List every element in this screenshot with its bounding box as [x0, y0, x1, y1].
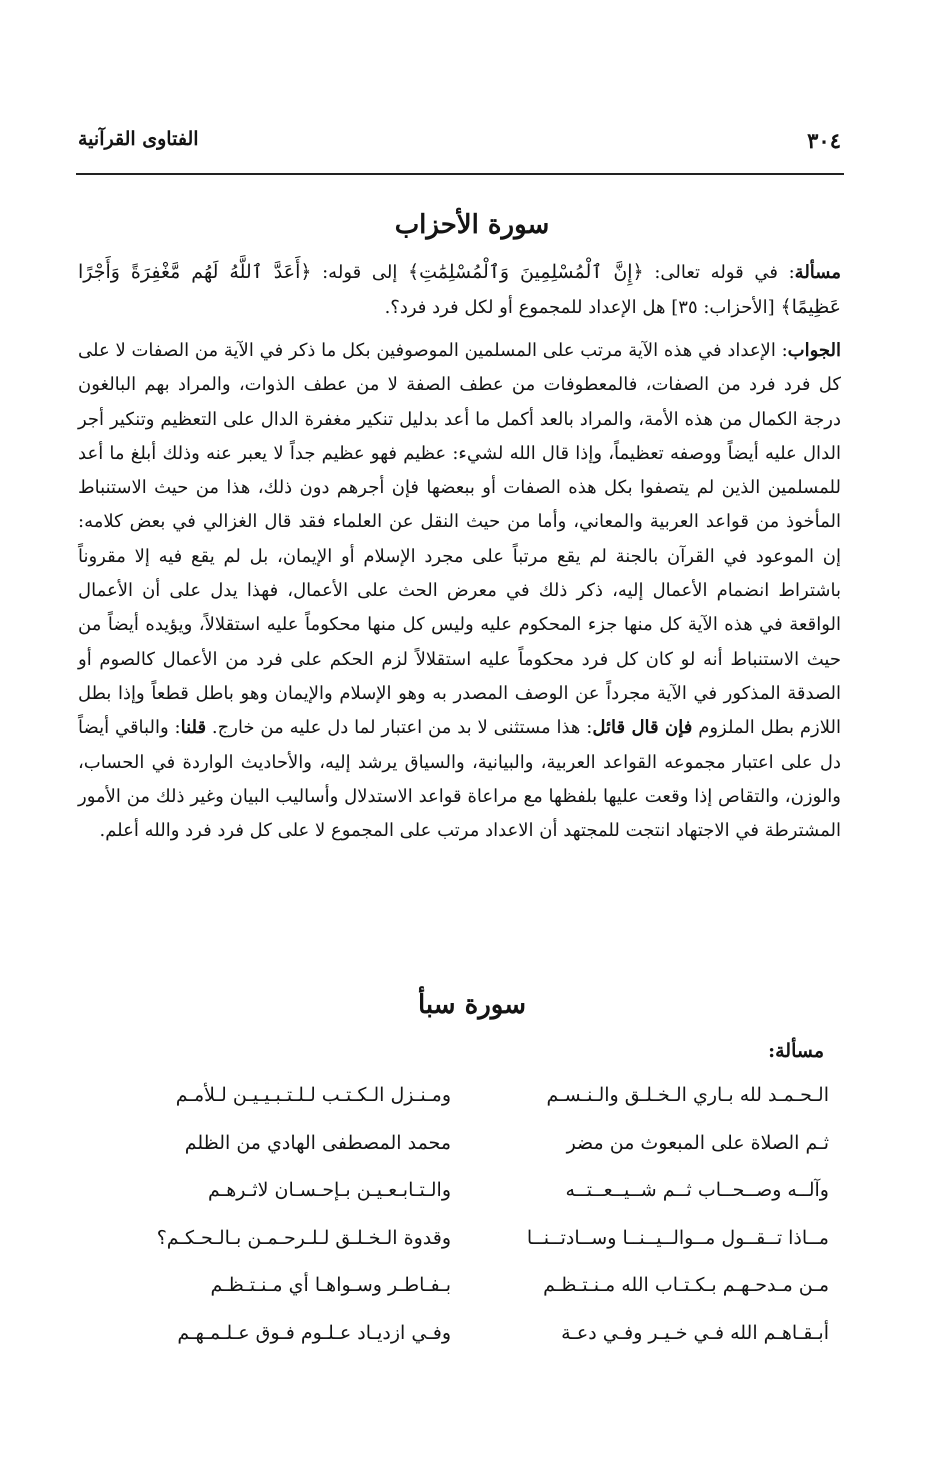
header-rule	[76, 173, 844, 175]
reply-label: قلنا	[180, 717, 207, 739]
section-title-saba: سورة سبأ	[418, 990, 526, 1020]
poem-verse	[105, 1179, 829, 1227]
answer-text-1: : الإعداد في هذه الآية مرتب على المسلمين الموصوفين بكل ما ذكر في الآية من الصفات لا على كل فرد فرد من الصفات، فالمعطوفات من عطف الصفة لا من عطف الذوات، والمراد بهم البالغون درجة الكمال من هذه الأمة، والمراد بالعد أكمل ما أعد بدليل تنكير مغفرة الدال على التعظيم وتنكير أجر الدال عليه أيضاً ووصفه تعظيماً، وإذا قال الله لشيء: عظيم فهو عظيم جداً لا يعبر عنه وذلك أبلغ ما أعد للمسلمين الذين لم يتصفوا بكل هذه الصفات أو ببعضها فإن أجرهم دون ذلك، هذا من حيث الاستنباط المأخوذ من قواعد العربية والمعاني، وأما من حيث النقل عن العلماء فقد قال الغزالي في بعض كلامه: إن الموعود في القرآن بالجنة لم يقع مرتباً على مجرد الإسلام أو الإيمان، بل لم يقع فيه إلا مقروناً باشتراط انضمام الأعمال إليه، ذكر ذلك في معرض الحث على الأعمال، فهذا يدل على أن الأعمال الواقعة في هذه الآية كل منها جزء المحكوم عليه وليس كل منها محكوماً عليه استقلالاً، ويؤيده أيضاً من حيث الاستنباط أنه لو كان كل فرد محكوماً عليه استقلالاً لزم الحكم على فرد من الأعمال كالصوم أو الصدقة المذكور في الآية مجرداً عن الوصف المصدر به وهو الإسلام والإيمان وهو باطل قطعاً وإذا بطل اللازم بطل الملزوم	[78, 340, 841, 739]
objection-label: فإن قال قائل	[592, 717, 693, 739]
answer-paragraph	[78, 334, 841, 848]
verse-second-hemistich: وفـي ازديـاد عـلـوم فـوق عـلـمـهـم	[177, 1321, 451, 1344]
verse-first-hemistich: وآلــه وصــحــاب ثــم شــيــعــتــه	[565, 1179, 829, 1202]
verse-first-hemistich: ثـم الصلاة على المبعوث من مضر	[566, 1131, 829, 1154]
verse-first-hemistich: الـحـمـد لله بـاري الـخـلـق والـنـسـم	[546, 1084, 829, 1106]
verse-second-hemistich: والـتـابـعـيـن بـإحـسـان لاثـرهـم	[208, 1179, 451, 1202]
verse-second-hemistich: ومـنـزل الـكـتـب لـلـتـبـيـيـن لـلأمـم	[175, 1084, 451, 1106]
poem-verse	[105, 1132, 829, 1180]
answer-label: الجواب	[787, 340, 841, 361]
question-label: مسألة	[794, 262, 841, 283]
answer-text-2: : هذا مستثنى لا بد من اعتبار لما دل عليه من خارج.	[206, 717, 593, 739]
poem-verse	[105, 1084, 829, 1132]
quran-quote-2: ﴿أَعَدَّ ٱللَّهُ لَهُم مَّغْفِرَةً وَأَجْرًا عَظِيمًا﴾	[78, 261, 841, 319]
section-title-al-ahzab: سورة الأحزاب	[394, 210, 550, 240]
verse-second-hemistich: محمد المصطفى الهادي من الظلم	[184, 1131, 451, 1154]
poem	[105, 1084, 829, 1370]
page-number: ٣٠٤	[807, 128, 841, 153]
question-text-3: [الأحزاب: ٣٥] هل الإعداد للمجموع أو لكل فرد فرد؟.	[384, 297, 781, 319]
quran-quote-1: ﴿إِنَّ ٱلْمُسْلِمِينَ وَٱلْمُسْلِمَٰتِ﴾	[407, 261, 644, 283]
book-title: الفتاوى القرآنية	[78, 128, 199, 150]
question-paragraph	[78, 255, 841, 326]
poem-verse	[105, 1274, 829, 1322]
verse-second-hemistich: وقدوة الـخـلـق لـلـرحـمـن بـالـحـكـم؟	[156, 1226, 451, 1249]
verse-first-hemistich: مـن مـدحـهـم بـكـتـاب الله مـنـتـظـم	[543, 1274, 829, 1297]
verse-second-hemistich: بـفـاطـر وسـواهـا أي مـنـتـظـم	[210, 1274, 451, 1297]
question-label-2: مسألة:	[768, 1040, 824, 1062]
answer-text-3: : والباقي أيضاً دل على اعتبار مجموعه القواعد العربية، والبيانية، والسياق يرشد إليه، والأحاديث الواردة في الحساب، والوزن، والتقاص إذا وقعت عليها بلفظها مع مراعاة قواعد الاستدلال وأساليب البيان وغير ذلك من الأمور المشترطة في الاجتهاد انتجت للمجتهد أن الاعداد مرتب على المجموع لا على كل فرد فرد والله أعلم.	[78, 717, 841, 842]
poem-verse	[105, 1227, 829, 1275]
poem-verse	[105, 1322, 829, 1370]
verse-first-hemistich: مــاذا تــقــول مــوالــيــنــا وســادتــنــا	[526, 1226, 829, 1249]
running-header	[78, 128, 841, 164]
question-text-2: إلى قوله:	[311, 262, 408, 283]
verse-first-hemistich: أبـقـاهـم الله فـي خـيـر وفـي دعـة	[561, 1321, 829, 1344]
question-text-1: : في قوله تعالى:	[643, 262, 795, 283]
